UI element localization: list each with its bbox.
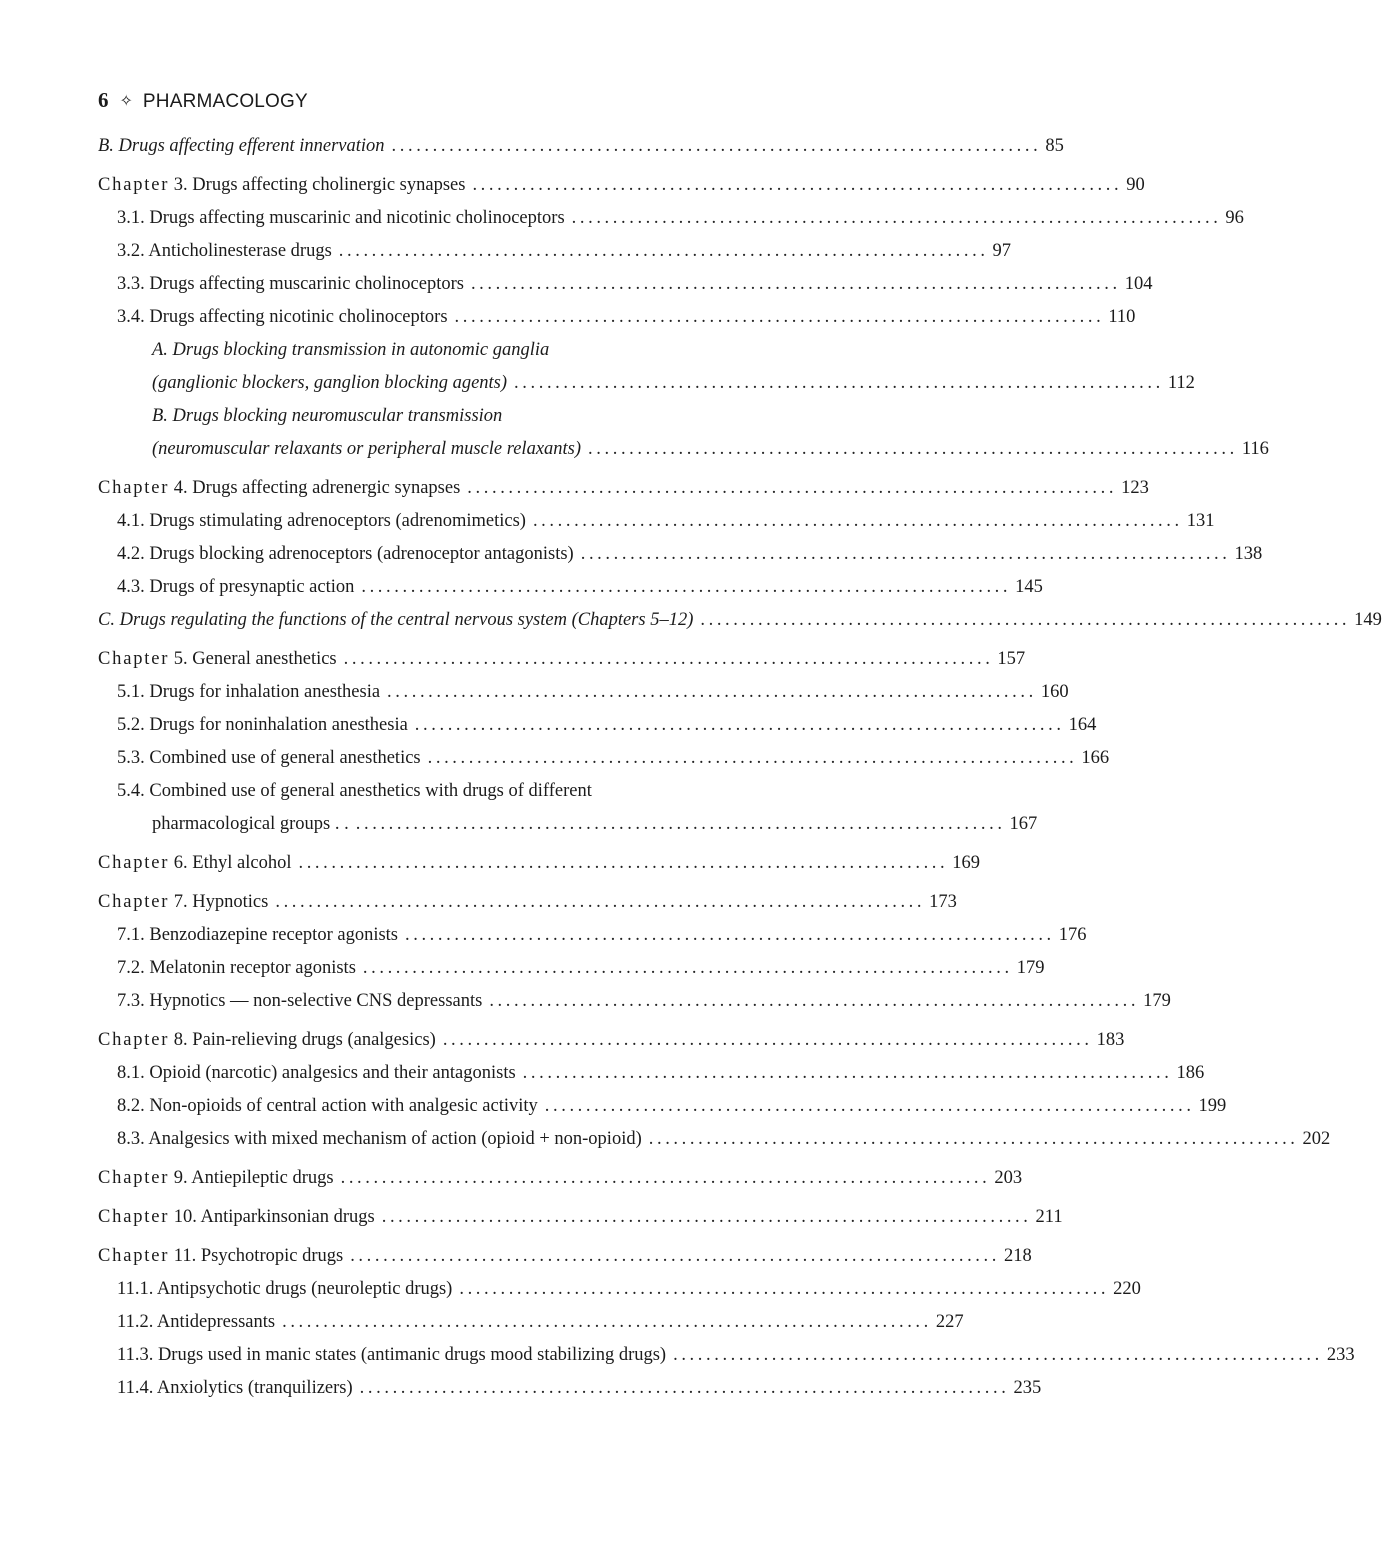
- toc-entry-title: [98, 1240, 343, 1273]
- toc-entry-title: 8.3. Analgesics with mixed mechanism of action (opioid + non-opioid): [117, 1129, 642, 1149]
- toc-entry[interactable]: [98, 367, 1195, 400]
- toc-page-number: 176: [1058, 925, 1087, 945]
- chapter-label: Chapter: [98, 892, 170, 912]
- chapter-label: Chapter: [98, 1207, 170, 1227]
- toc-entry-title: 5.4. Combined use of general anesthetics with drugs of different: [117, 781, 592, 801]
- dot-leader: ...............................................................................: [414, 715, 1065, 735]
- toc-entry[interactable]: [98, 472, 1149, 505]
- chapter-title: 11. Psychotropic drugs: [173, 1246, 344, 1266]
- toc-entry-title: 4.1. Drugs stimulating adrenoceptors (adrenomimetics): [117, 511, 526, 531]
- chapter-label: Chapter: [98, 649, 170, 669]
- toc-entry-title: [98, 1024, 436, 1057]
- chapter-title: 7. Hypnotics: [173, 892, 269, 912]
- toc-entry[interactable]: [98, 571, 1043, 604]
- toc-page-number: 110: [1108, 307, 1136, 327]
- dot-leader: ...............................................................................: [673, 1345, 1323, 1365]
- toc-entry[interactable]: [98, 1024, 1125, 1057]
- dot-leader: ...............................................................................: [338, 241, 989, 261]
- toc-entry[interactable]: [98, 886, 957, 919]
- toc-page-number: 104: [1124, 274, 1153, 294]
- dot-leader: ...............................................................................: [588, 439, 1238, 459]
- toc-page-number: 116: [1241, 439, 1269, 459]
- toc-entry-title: [98, 1201, 375, 1234]
- toc-entry[interactable]: [98, 505, 1215, 538]
- toc-page-number: 85: [1045, 136, 1064, 156]
- dot-leader: ...............................................................................: [571, 208, 1222, 228]
- toc-page-number: 169: [952, 853, 980, 873]
- toc-page-number: 149: [1354, 610, 1382, 630]
- ornament-icon: ✧: [119, 93, 133, 110]
- toc-entry-title: 4.2. Drugs blocking adrenoceptors (adrenoceptor antagonists): [117, 544, 574, 564]
- running-head: [98, 88, 904, 124]
- toc-page-number: 183: [1096, 1030, 1125, 1050]
- toc-entry[interactable]: [98, 643, 1026, 676]
- chapter-label: Chapter: [98, 1246, 170, 1266]
- dot-leader: ...............................................................................: [467, 478, 1118, 498]
- toc-entry[interactable]: [98, 1090, 1227, 1123]
- toc-entry[interactable]: [98, 919, 1087, 952]
- dot-leader: ...............................................................................: [340, 1168, 991, 1188]
- toc-page-number: 97: [992, 241, 1012, 261]
- toc-entry[interactable]: [98, 604, 1382, 637]
- toc-page-number: 220: [1113, 1279, 1141, 1299]
- toc-entry-title: C. Drugs regulating the functions of the central nervous system (Chapters 5–12): [98, 610, 694, 630]
- toc-entry[interactable]: [98, 1162, 1023, 1195]
- toc-entry-title: 8.1. Opioid (narcotic) analgesics and their antagonists: [117, 1063, 516, 1083]
- toc-page-number: 145: [1015, 577, 1043, 597]
- toc-page-number: 131: [1186, 511, 1215, 531]
- dot-leader: ...............................................................................: [275, 892, 926, 912]
- dot-leader: ...............................................................................: [387, 682, 1037, 702]
- dot-leader: ...............................................................................: [282, 1312, 932, 1332]
- toc-entry[interactable]: [98, 985, 1171, 1018]
- dot-leader: ...............................................................................: [362, 958, 1013, 978]
- chapter-title: 4. Drugs affecting adrenergic synapses: [173, 478, 461, 498]
- toc-entry-title: pharmacological groups . .: [152, 814, 349, 834]
- book-title: PHARMACOLOGY: [142, 91, 308, 112]
- toc-entry-title: (ganglionic blockers, ganglion blocking agents): [152, 373, 508, 393]
- chapter-label: Chapter: [98, 175, 170, 195]
- toc-entry[interactable]: [98, 268, 1153, 301]
- dot-leader: ...............................................................................: [391, 136, 1042, 156]
- toc-entry[interactable]: [98, 775, 904, 808]
- toc-entry[interactable]: [98, 334, 904, 367]
- toc-entry[interactable]: [98, 169, 1145, 202]
- toc-entry-title: [98, 643, 337, 676]
- toc-page-number: 164: [1068, 715, 1097, 735]
- toc-entry[interactable]: [98, 235, 1012, 268]
- dot-leader: ...............................................................................: [489, 991, 1140, 1011]
- toc-entry[interactable]: [98, 808, 1038, 841]
- dot-leader: ...............................................................................: [470, 274, 1121, 294]
- dot-leader: ...............................................................................: [648, 1129, 1299, 1149]
- toc-entry[interactable]: [98, 400, 904, 433]
- toc-entry-title: (neuromuscular relaxants or peripheral muscle relaxants): [152, 439, 582, 459]
- dot-leader: ...............................................................................: [514, 373, 1164, 393]
- table-of-contents: [98, 130, 1382, 1405]
- toc-page-number: 186: [1176, 1063, 1205, 1083]
- toc-page-number: 173: [929, 892, 957, 912]
- toc-page-number: 203: [994, 1168, 1023, 1188]
- toc-entry-title: [98, 886, 268, 919]
- dot-leader: ...............................................................................: [459, 1279, 1110, 1299]
- toc-entry-title: 5.3. Combined use of general anesthetics: [117, 748, 421, 768]
- toc-entry-title: [98, 169, 465, 202]
- toc-entry[interactable]: [98, 847, 980, 880]
- toc-entry[interactable]: [98, 1057, 1205, 1090]
- toc-page-number: 167: [1009, 814, 1038, 834]
- toc-page-number: 123: [1121, 478, 1149, 498]
- dot-leader: ...............................................................................: [343, 649, 994, 669]
- toc-page-number: 233: [1326, 1345, 1355, 1365]
- toc-page-number: 166: [1081, 748, 1110, 768]
- dot-leader: ...............................................................................: [442, 1030, 1093, 1050]
- toc-entry-title: 8.2. Non-opioids of central action with analgesic activity: [117, 1096, 538, 1116]
- toc-page-number: 90: [1126, 175, 1145, 195]
- dot-leader: ...............................................................................: [350, 1246, 1000, 1266]
- toc-entry-title: 11.3. Drugs used in manic states (antimanic drugs mood stabilizing drugs): [117, 1345, 667, 1365]
- toc-entry[interactable]: [98, 1306, 964, 1339]
- toc-entry[interactable]: [98, 742, 1110, 775]
- toc-page-number: 179: [1143, 991, 1171, 1011]
- toc-entry[interactable]: [98, 1201, 1063, 1234]
- dot-leader: ...............................................................................: [522, 1063, 1173, 1083]
- toc-page-number: 160: [1040, 682, 1069, 702]
- toc-entry[interactable]: [98, 1273, 1141, 1306]
- toc-page-number: 112: [1167, 373, 1195, 393]
- toc-entry-title: B. Drugs affecting efferent innervation: [98, 136, 385, 156]
- toc-entry-title: 7.3. Hypnotics — non-selective CNS depressants: [117, 991, 483, 1011]
- toc-page-number: 218: [1003, 1246, 1032, 1266]
- toc-entry-title: [98, 1162, 334, 1195]
- chapter-title: 5. General anesthetics: [173, 649, 337, 669]
- dot-leader: ...............................................................................: [405, 925, 1055, 945]
- toc-page-number: 96: [1225, 208, 1244, 228]
- toc-entry[interactable]: [98, 301, 1136, 334]
- toc-page-number: 138: [1234, 544, 1263, 564]
- toc-entry[interactable]: [98, 1240, 1032, 1273]
- toc-entry-title: 5.2. Drugs for noninhalation anesthesia: [117, 715, 408, 735]
- toc-page-number: 227: [935, 1312, 964, 1332]
- toc-entry-title: [98, 847, 291, 880]
- toc-entry[interactable]: [98, 709, 1097, 742]
- toc-page-number: 235: [1013, 1378, 1042, 1398]
- toc-entry-title: 4.3. Drugs of presynaptic action: [117, 577, 355, 597]
- dot-leader: ...............................................................................: [361, 577, 1012, 597]
- toc-entry[interactable]: [98, 538, 1263, 571]
- chapter-label: Chapter: [98, 853, 170, 873]
- dot-leader: ...............................................................................: [381, 1207, 1032, 1227]
- toc-entry[interactable]: [98, 676, 1069, 709]
- chapter-title: 10. Antiparkinsonian drugs: [173, 1207, 375, 1227]
- dot-leader: ...............................................................................: [427, 748, 1078, 768]
- dot-leader: ...............................................................................: [359, 1378, 1010, 1398]
- dot-leader: ...............................................................................: [700, 610, 1351, 630]
- chapter-label: Chapter: [98, 1168, 170, 1188]
- chapter-label: Chapter: [98, 478, 170, 498]
- toc-page-number: 179: [1016, 958, 1045, 978]
- dot-leader: ...............................................................................: [544, 1096, 1195, 1116]
- toc-page: [98, 88, 1382, 1405]
- toc-entry[interactable]: [98, 202, 1244, 235]
- toc-entry-title: A. Drugs blocking transmission in autonomic ganglia: [152, 340, 550, 360]
- toc-entry-title: 11.1. Antipsychotic drugs (neuroleptic drugs): [117, 1279, 453, 1299]
- toc-entry-title: 3.1. Drugs affecting muscarinic and nicotinic cholinoceptors: [117, 208, 565, 228]
- toc-page-number: 202: [1302, 1129, 1331, 1149]
- toc-entry-title: 3.2. Anticholinesterase drugs: [117, 241, 332, 261]
- toc-entry-title: 3.3. Drugs affecting muscarinic cholinoceptors: [117, 274, 464, 294]
- chapter-title: 9. Antiepileptic drugs: [173, 1168, 334, 1188]
- dot-leader: ...............................................................................: [532, 511, 1183, 531]
- toc-entry-title: 5.1. Drugs for inhalation anesthesia: [117, 682, 381, 702]
- toc-entry[interactable]: [98, 1123, 1331, 1156]
- chapter-title: 6. Ethyl alcohol: [173, 853, 292, 873]
- chapter-title: 8. Pain-relieving drugs (analgesics): [173, 1030, 436, 1050]
- toc-entry-title: B. Drugs blocking neuromuscular transmission: [152, 406, 503, 426]
- toc-entry-title: 3.4. Drugs affecting nicotinic cholinoceptors: [117, 307, 448, 327]
- page-number: 6: [98, 88, 109, 112]
- toc-entry-title: 11.2. Antidepressants: [117, 1312, 276, 1332]
- toc-entry-title: 11.4. Anxiolytics (tranquilizers): [117, 1378, 353, 1398]
- dot-leader: ...............................................................................: [355, 814, 1006, 834]
- dot-leader: ...............................................................................: [298, 853, 949, 873]
- dot-leader: ...............................................................................: [454, 307, 1105, 327]
- chapter-label: Chapter: [98, 1030, 170, 1050]
- toc-entry-title: [98, 472, 460, 505]
- dot-leader: ...............................................................................: [472, 175, 1123, 195]
- toc-entry-title: 7.1. Benzodiazepine receptor agonists: [117, 925, 398, 945]
- toc-page-number: 199: [1198, 1096, 1227, 1116]
- toc-entry[interactable]: [98, 433, 1269, 466]
- toc-page-number: 157: [997, 649, 1026, 669]
- chapter-title: 3. Drugs affecting cholinergic synapses: [173, 175, 466, 195]
- toc-entry-title: 7.2. Melatonin receptor agonists: [117, 958, 356, 978]
- toc-entry[interactable]: [98, 130, 1064, 163]
- toc-entry[interactable]: [98, 952, 1045, 985]
- dot-leader: ...............................................................................: [580, 544, 1231, 564]
- toc-page-number: 211: [1035, 1207, 1063, 1227]
- toc-entry[interactable]: [98, 1372, 1042, 1405]
- toc-entry[interactable]: [98, 1339, 1355, 1372]
